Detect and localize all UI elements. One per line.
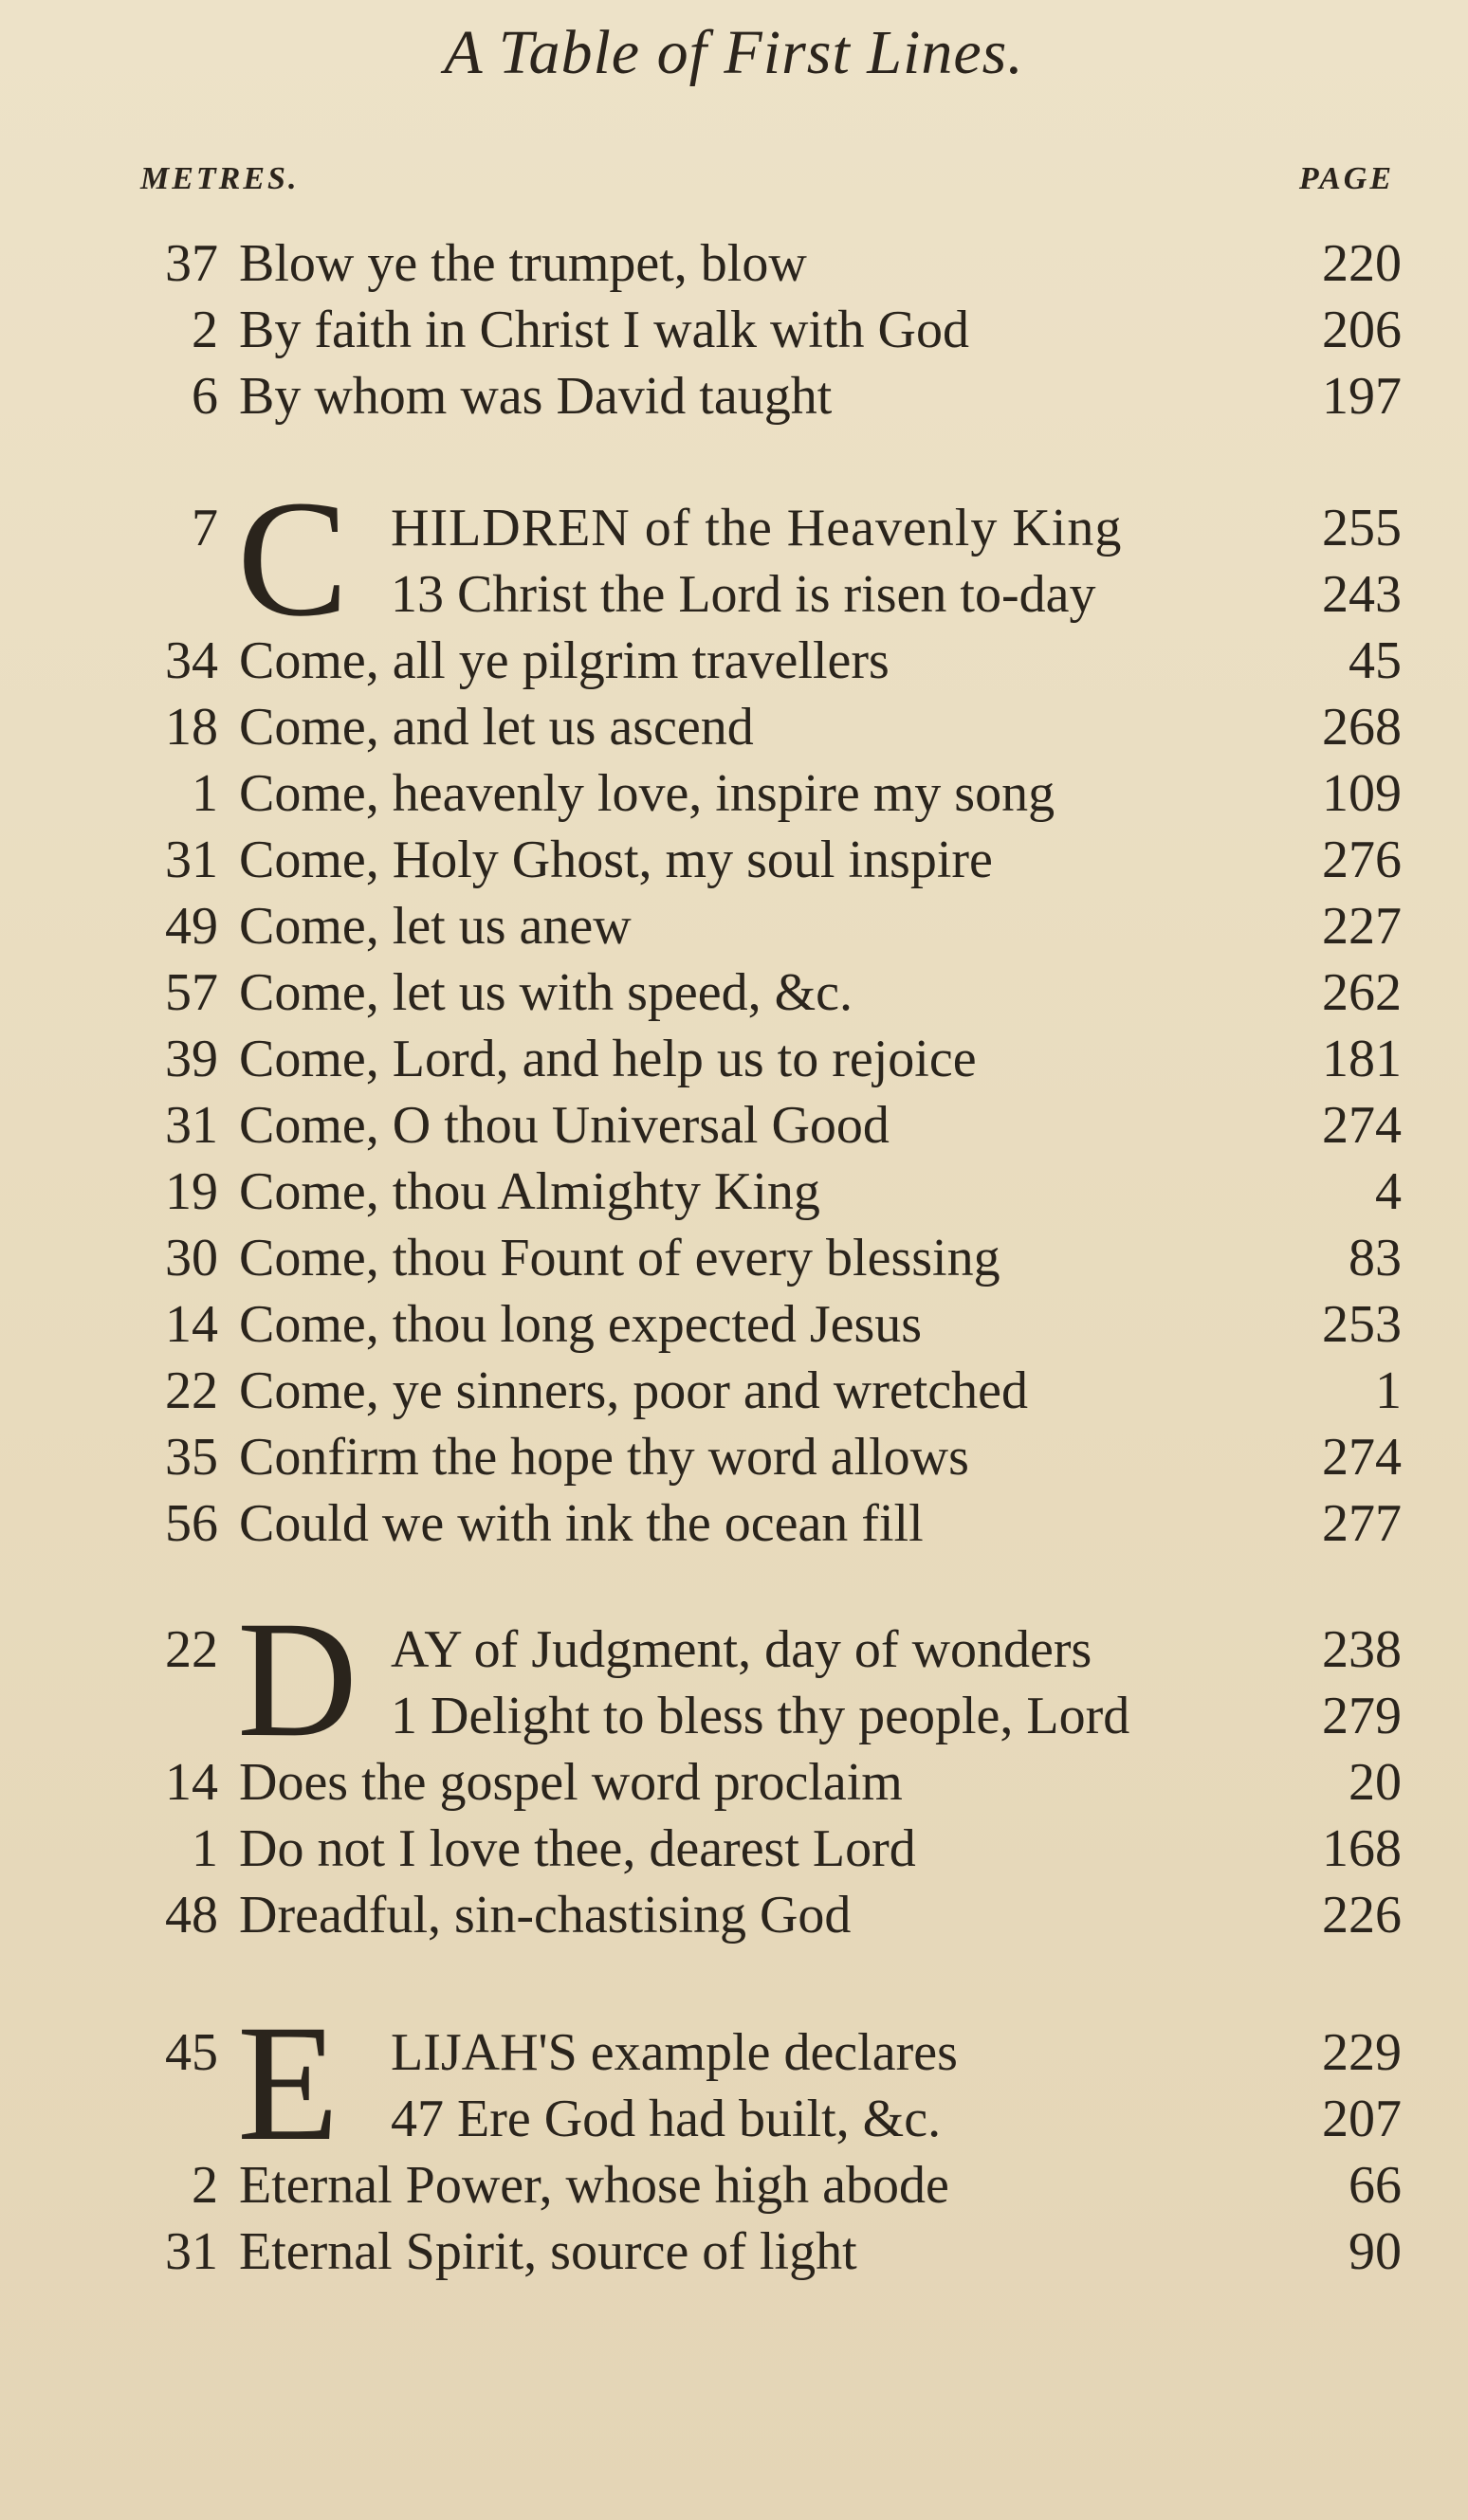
first-line: HILDREN of the Heavenly King <box>391 499 1123 557</box>
metre-number: 30 <box>165 1229 218 1287</box>
metre-number: 1 <box>192 1819 218 1878</box>
page-number: 226 <box>1322 1886 1402 1945</box>
page-number: 181 <box>1322 1030 1402 1088</box>
metre-number: 31 <box>165 1096 218 1155</box>
page-number: 20 <box>1349 1753 1402 1812</box>
metre-number: 2 <box>192 301 218 359</box>
index-entry <box>0 1882 1468 1948</box>
index-entry <box>0 1683 1468 1749</box>
first-line: Does the gospel word proclaim <box>239 1753 903 1812</box>
metre-number: 57 <box>165 963 218 1022</box>
first-line: Dreadful, sin-chastising God <box>239 1886 852 1945</box>
first-line: Come, O thou Universal Good <box>239 1096 890 1155</box>
page-number: 66 <box>1349 2156 1402 2215</box>
page-number: 197 <box>1322 367 1402 426</box>
index-entry <box>0 2152 1468 2219</box>
index-entry <box>0 297 1468 363</box>
metre-number: 19 <box>165 1162 218 1221</box>
index-entry <box>0 959 1468 1026</box>
index-entry <box>0 2086 1468 2152</box>
first-line: By faith in Christ I walk with God <box>239 301 969 359</box>
first-line: Do not I love thee, dearest Lord <box>239 1819 916 1878</box>
page-number: 274 <box>1322 1428 1402 1487</box>
first-line: Come, Lord, and help us to rejoice <box>239 1030 977 1088</box>
first-line: Come, ye sinners, poor and wretched <box>239 1361 1028 1420</box>
page-number: 268 <box>1322 698 1402 757</box>
index-entry <box>0 893 1468 959</box>
metre-number: 14 <box>165 1753 218 1812</box>
page-number: 227 <box>1322 897 1402 956</box>
first-line: Confirm the hope thy word allows <box>239 1428 969 1487</box>
index-entry <box>0 363 1468 429</box>
drop-cap-d: D <box>237 1587 358 1772</box>
index-entry <box>0 1092 1468 1159</box>
page-number: 220 <box>1322 234 1402 293</box>
metre-number: 22 <box>165 1620 218 1679</box>
metre-number: 22 <box>165 1361 218 1420</box>
metre-number: 7 <box>192 499 218 557</box>
first-line: Come, let us anew <box>239 897 632 956</box>
index-entry <box>0 2219 1468 2285</box>
page-column-header: PAGE <box>1298 161 1394 196</box>
page-number: 262 <box>1322 963 1402 1022</box>
first-line: Come, heavenly love, inspire my song <box>239 764 1055 823</box>
drop-cap-e: E <box>237 1991 339 2176</box>
page-number: 168 <box>1322 1819 1402 1878</box>
index-entry <box>0 694 1468 760</box>
page-number: 4 <box>1375 1162 1402 1221</box>
index-entry <box>0 1816 1468 1882</box>
index-entry <box>0 2019 1468 2086</box>
index-entry <box>0 628 1468 694</box>
metres-column-header: METRES. <box>140 161 300 196</box>
page-number: 279 <box>1322 1687 1402 1745</box>
first-line: Come, thou Almighty King <box>239 1162 820 1221</box>
index-entry <box>0 1424 1468 1490</box>
first-line: 47 Ere God had built, &c. <box>391 2090 942 2148</box>
index-entry <box>0 1159 1468 1225</box>
first-line: Come, all ye pilgrim travellers <box>239 631 890 690</box>
metre-number: 37 <box>165 234 218 293</box>
page-number: 253 <box>1322 1295 1402 1354</box>
index-entry <box>0 495 1468 561</box>
metre-number: 49 <box>165 897 218 956</box>
page-title: A Table of First Lines. <box>444 18 1024 87</box>
index-entry <box>0 1358 1468 1424</box>
metre-number: 56 <box>165 1494 218 1553</box>
first-line: Come, thou long expected Jesus <box>239 1295 923 1354</box>
metre-number: 31 <box>165 831 218 889</box>
first-line: Come, and let us ascend <box>239 698 754 757</box>
first-line: AY of Judgment, day of wonders <box>391 1620 1092 1679</box>
first-line: By whom was David taught <box>239 367 833 426</box>
page-number: 255 <box>1322 499 1402 557</box>
index-entry <box>0 1616 1468 1683</box>
page-number: 238 <box>1322 1620 1402 1679</box>
index-entry <box>0 1291 1468 1358</box>
metre-number: 2 <box>192 2156 218 2215</box>
page-number: 243 <box>1322 565 1402 624</box>
index-entry <box>0 1749 1468 1816</box>
metre-number: 31 <box>165 2222 218 2281</box>
metre-number: 39 <box>165 1030 218 1088</box>
index-entry <box>0 760 1468 827</box>
first-line: Come, thou Fount of every blessing <box>239 1229 1000 1287</box>
page-number: 83 <box>1349 1229 1402 1287</box>
page-number: 274 <box>1322 1096 1402 1155</box>
first-line: LIJAH'S example declares <box>391 2023 958 2082</box>
page-number: 207 <box>1322 2090 1402 2148</box>
page-number: 1 <box>1375 1361 1402 1420</box>
index-entry <box>0 827 1468 893</box>
metre-number: 35 <box>165 1428 218 1487</box>
first-line: Eternal Spirit, source of light <box>239 2222 857 2281</box>
metre-number: 14 <box>165 1295 218 1354</box>
page-number: 229 <box>1322 2023 1402 2082</box>
index-entry <box>0 1026 1468 1092</box>
metre-number: 45 <box>165 2023 218 2082</box>
metre-number: 6 <box>192 367 218 426</box>
page-number: 90 <box>1349 2222 1402 2281</box>
metre-number: 18 <box>165 698 218 757</box>
page-number: 277 <box>1322 1494 1402 1553</box>
first-line: Come, Holy Ghost, my soul inspire <box>239 831 993 889</box>
index-entry <box>0 1225 1468 1291</box>
first-line: 1 Delight to bless thy people, Lord <box>391 1687 1130 1745</box>
first-line: Eternal Power, whose high abode <box>239 2156 949 2215</box>
first-line: Blow ye the trumpet, blow <box>239 234 807 293</box>
metre-number: 1 <box>192 764 218 823</box>
page-number: 45 <box>1349 631 1402 690</box>
index-entry <box>0 561 1468 628</box>
metre-number: 34 <box>165 631 218 690</box>
page-number: 109 <box>1322 764 1402 823</box>
page-number: 276 <box>1322 831 1402 889</box>
first-line: Come, let us with speed, &c. <box>239 963 853 1022</box>
metre-number: 48 <box>165 1886 218 1945</box>
first-line: Could we with ink the ocean fill <box>239 1494 924 1553</box>
drop-cap-c: C <box>237 466 349 651</box>
index-entry <box>0 230 1468 297</box>
page-number: 206 <box>1322 301 1402 359</box>
first-line: 13 Christ the Lord is risen to-day <box>391 565 1096 624</box>
index-entry <box>0 1490 1468 1557</box>
